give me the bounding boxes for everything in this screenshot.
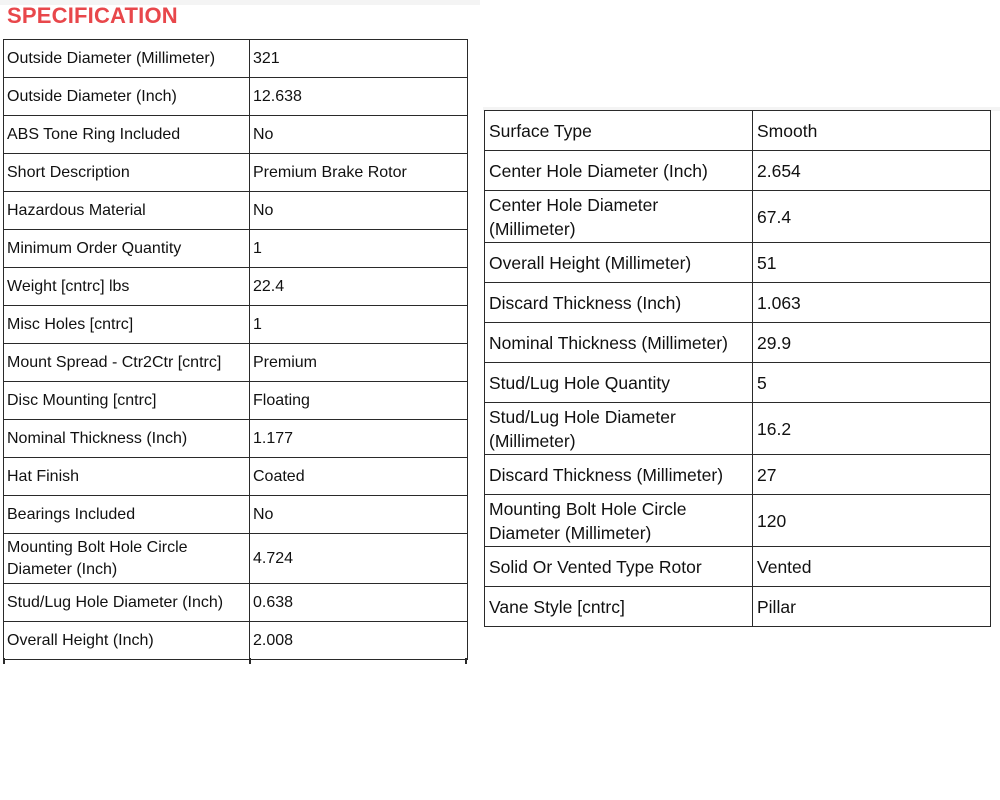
spec-value: Floating (250, 382, 468, 420)
spec-value: 4.724 (250, 534, 468, 584)
spec-value: Premium (250, 344, 468, 382)
table-row (485, 111, 991, 151)
table-row (4, 268, 468, 306)
table-row (4, 420, 468, 458)
spec-label: Stud/Lug Hole Diameter (Millimeter) (485, 403, 753, 455)
table-row (485, 323, 991, 363)
spec-label: Outside Diameter (Millimeter) (4, 40, 250, 78)
spec-label: Surface Type (485, 111, 753, 151)
spec-label: Short Description (4, 154, 250, 192)
table-row (4, 584, 468, 622)
spec-label: Mounting Bolt Hole Circle Diameter (Millimeter) (485, 495, 753, 547)
spec-value: 51 (753, 243, 991, 283)
spec-label: ABS Tone Ring Included (4, 116, 250, 154)
table-row (485, 403, 991, 455)
table-row (4, 496, 468, 534)
spec-label: Hat Finish (4, 458, 250, 496)
spec-label: Overall Height (Inch) (4, 622, 250, 660)
table-row (485, 455, 991, 495)
spec-label: Vane Style [cntrc] (485, 587, 753, 627)
table-row (4, 116, 468, 154)
table-row (4, 344, 468, 382)
spec-value: 67.4 (753, 191, 991, 243)
spec-label: Overall Height (Millimeter) (485, 243, 753, 283)
table-row (4, 78, 468, 116)
table-row (485, 495, 991, 547)
table-row (4, 40, 468, 78)
table-row (4, 382, 468, 420)
spec-value: 2.008 (250, 622, 468, 660)
spec-value: Premium Brake Rotor (250, 154, 468, 192)
spec-value: Coated (250, 458, 468, 496)
spec-value: Vented (753, 547, 991, 587)
spec-table-right (484, 110, 991, 627)
spec-label: Minimum Order Quantity (4, 230, 250, 268)
spec-label: Mount Spread - Ctr2Ctr [cntrc] (4, 344, 250, 382)
spec-label: Bearings Included (4, 496, 250, 534)
spec-value: 321 (250, 40, 468, 78)
table-row (4, 534, 468, 584)
spec-value: No (250, 496, 468, 534)
truncated-table-row (3, 658, 467, 664)
spec-value: 22.4 (250, 268, 468, 306)
spec-value: No (250, 192, 468, 230)
spec-label: Discard Thickness (Millimeter) (485, 455, 753, 495)
table-row (4, 458, 468, 496)
section-title: SPECIFICATION (7, 3, 178, 28)
table-row (485, 283, 991, 323)
spec-label: Weight [cntrc] lbs (4, 268, 250, 306)
spec-label: Discard Thickness (Inch) (485, 283, 753, 323)
table-row (485, 587, 991, 627)
table-row (4, 154, 468, 192)
spec-value: 16.2 (753, 403, 991, 455)
spec-table-left (3, 39, 468, 660)
spec-value: 0.638 (250, 584, 468, 622)
spec-label: Hazardous Material (4, 192, 250, 230)
spec-value: 120 (753, 495, 991, 547)
spec-value: Pillar (753, 587, 991, 627)
table-row (4, 306, 468, 344)
spec-label: Solid Or Vented Type Rotor (485, 547, 753, 587)
table-row (485, 243, 991, 283)
spec-label: Stud/Lug Hole Diameter (Inch) (4, 584, 250, 622)
spec-value: 2.654 (753, 151, 991, 191)
spec-value: 12.638 (250, 78, 468, 116)
spec-value: 1.177 (250, 420, 468, 458)
table-row (4, 622, 468, 660)
spec-label: Disc Mounting [cntrc] (4, 382, 250, 420)
table-row (485, 151, 991, 191)
spec-value: 1 (250, 306, 468, 344)
spec-value: No (250, 116, 468, 154)
spec-label: Center Hole Diameter (Millimeter) (485, 191, 753, 243)
spec-value: 1 (250, 230, 468, 268)
row-border (3, 658, 5, 664)
spec-label: Misc Holes [cntrc] (4, 306, 250, 344)
spec-label: Outside Diameter (Inch) (4, 78, 250, 116)
table-row (4, 192, 468, 230)
spec-value: Smooth (753, 111, 991, 151)
spec-value: 27 (753, 455, 991, 495)
table-row (485, 191, 991, 243)
row-border (249, 658, 251, 664)
row-border (465, 658, 467, 664)
spec-label: Center Hole Diameter (Inch) (485, 151, 753, 191)
spec-value: 29.9 (753, 323, 991, 363)
table-row (485, 547, 991, 587)
spec-label: Stud/Lug Hole Quantity (485, 363, 753, 403)
spec-value: 5 (753, 363, 991, 403)
table-row (485, 363, 991, 403)
spec-label: Mounting Bolt Hole Circle Diameter (Inch) (4, 534, 250, 584)
spec-value: 1.063 (753, 283, 991, 323)
spec-label: Nominal Thickness (Millimeter) (485, 323, 753, 363)
table-row (4, 230, 468, 268)
spec-label: Nominal Thickness (Inch) (4, 420, 250, 458)
